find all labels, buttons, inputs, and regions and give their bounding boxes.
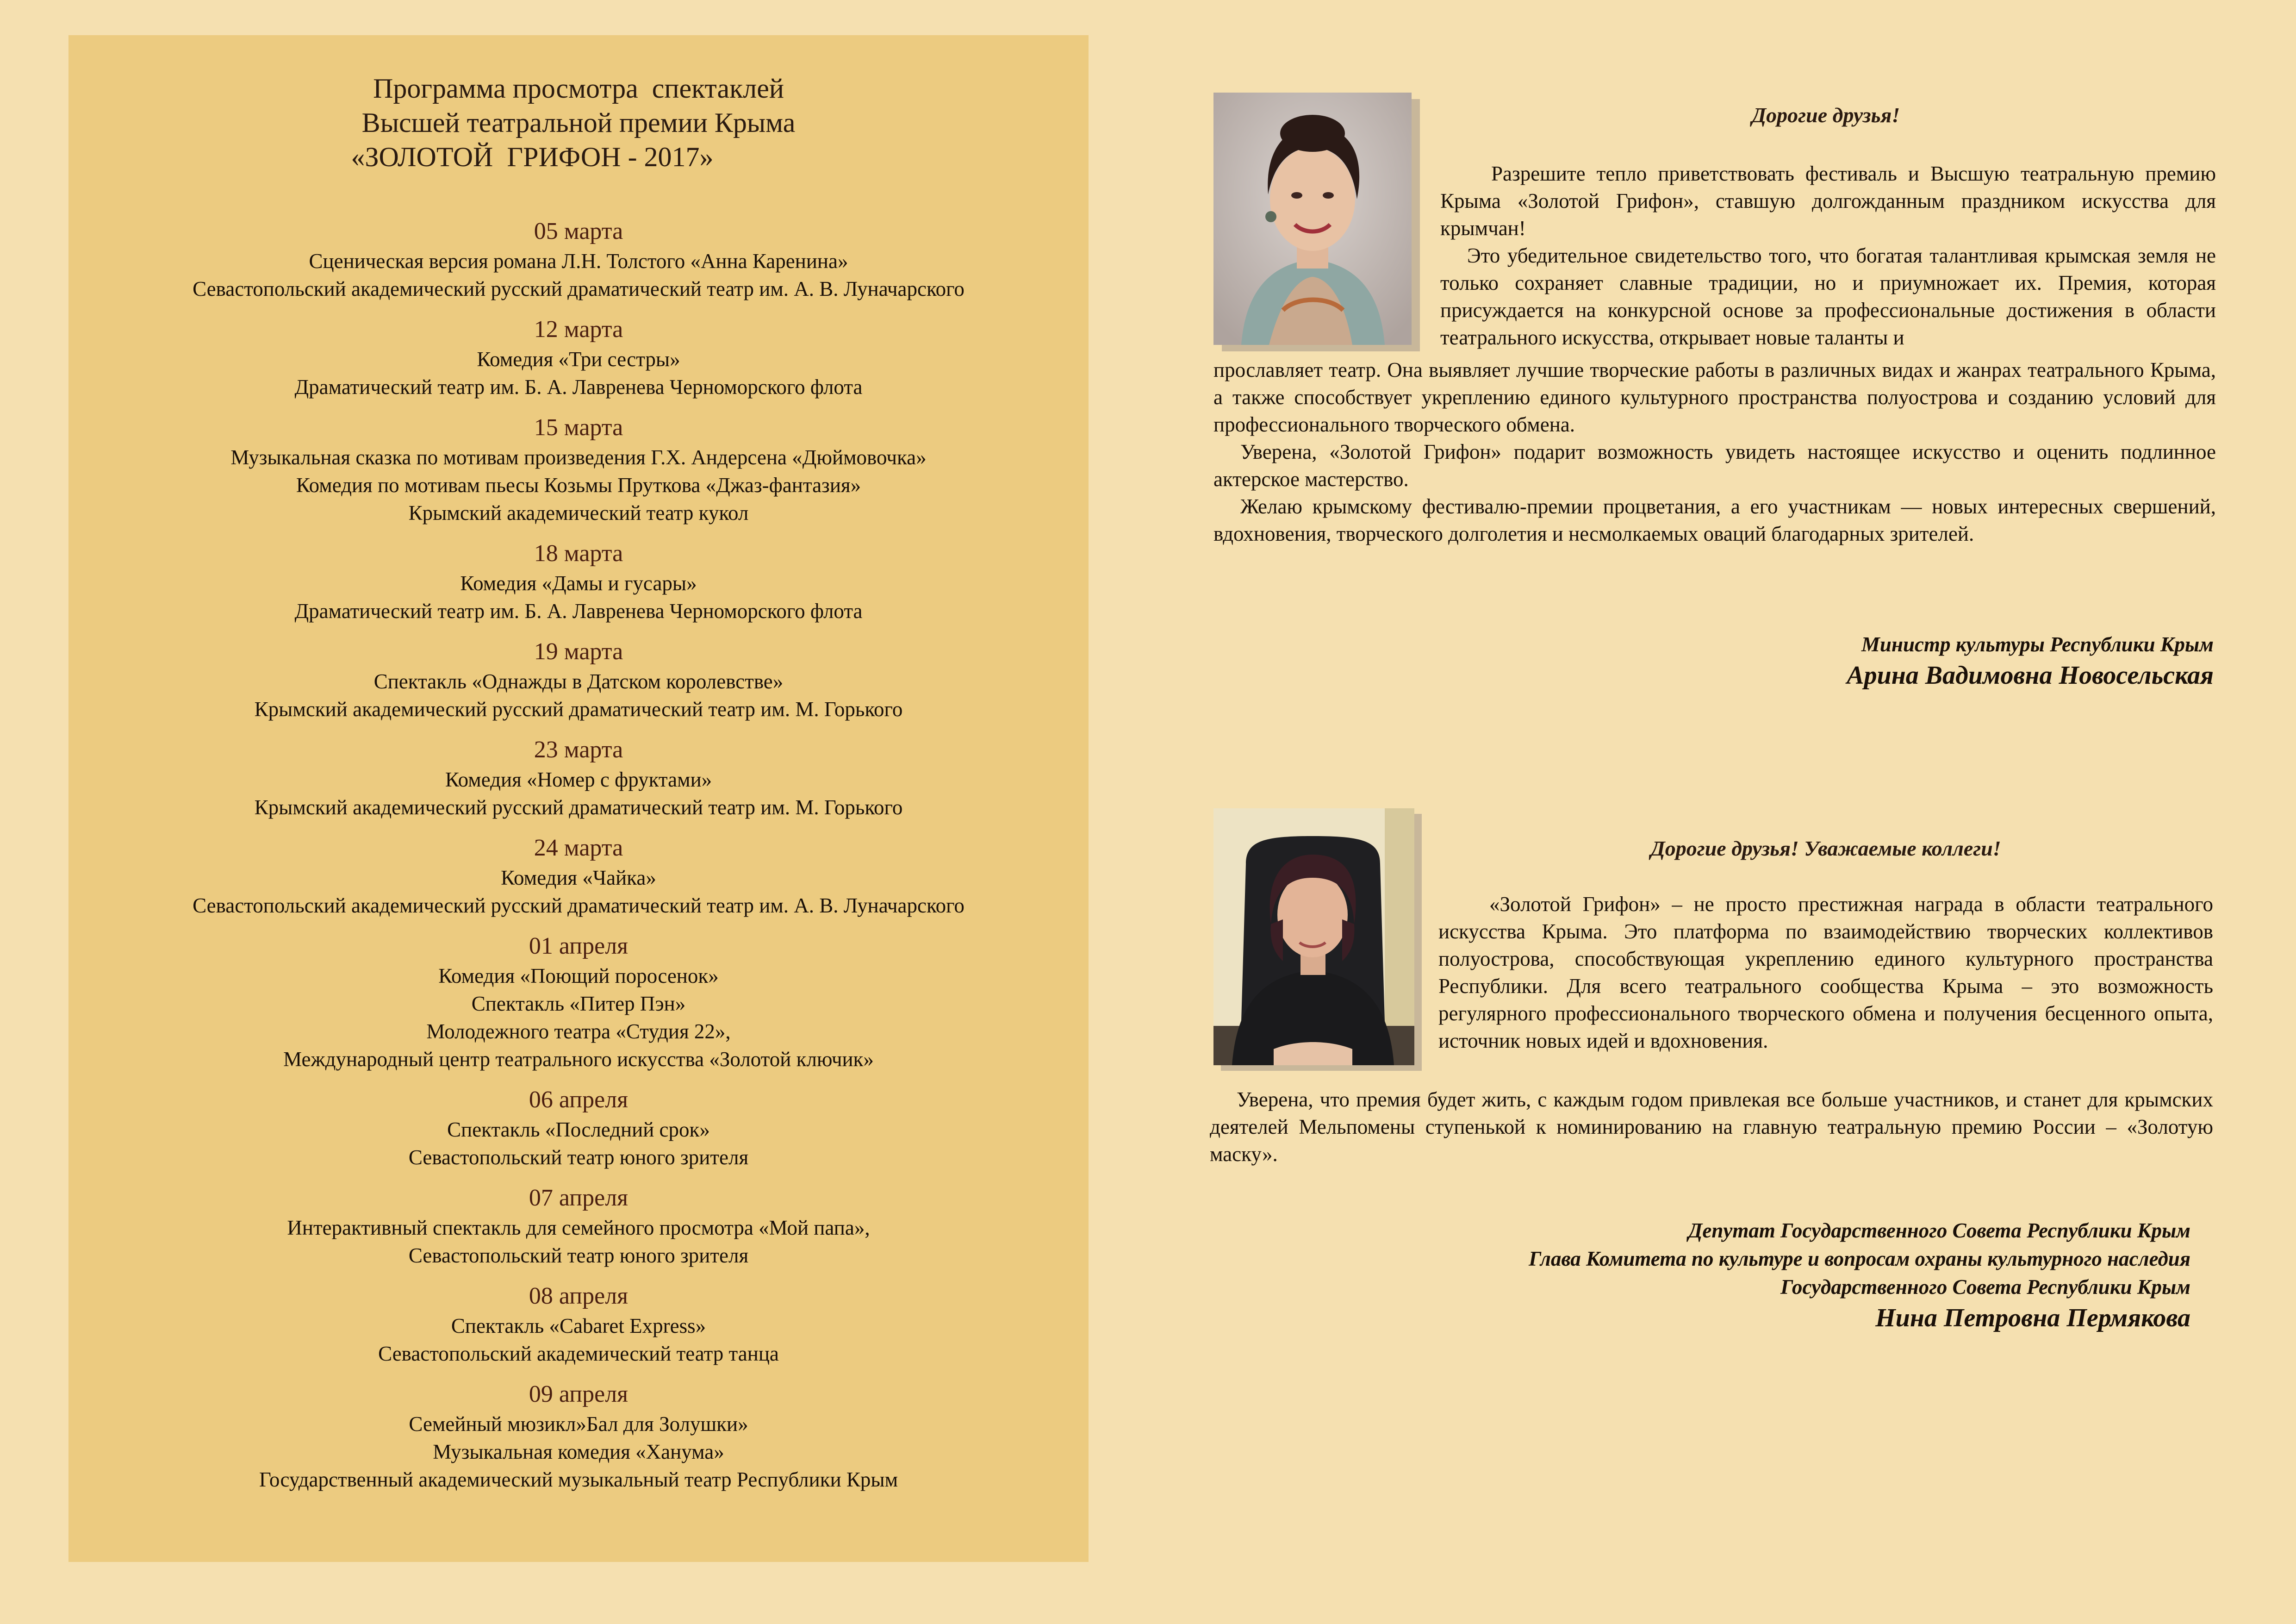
event-line: Музыкальная комедия «Ханума» (433, 1440, 724, 1463)
event-line: Комедия «Три сестры» (477, 348, 680, 371)
event-date: 23 марта (534, 737, 623, 763)
event-date: 07 апреля (529, 1185, 628, 1211)
program-event (68, 314, 1089, 401)
event-date: 05 марта (534, 218, 623, 244)
event-date: 06 апреля (529, 1087, 628, 1113)
letter1-signature-name: Арина Вадимовна Новосельская (1847, 661, 2214, 690)
portrait-deputy-image (1213, 808, 1414, 1065)
event-line: Спектакль «Cabaret Express» (451, 1314, 706, 1337)
event-line: Севастопольский академический театр танца (378, 1342, 779, 1365)
event-line: Крымский академический русский драматический театр им. М. Горького (254, 698, 903, 721)
letter1-paragraph-1: Разрешите тепло приветствовать фестиваль и Высшую театральную премию Крыма «Золотой Грифон», ставшую долгожданным праздником искусства для крымчан! (1440, 162, 2216, 240)
event-date: 24 марта (534, 835, 623, 861)
event-date: 15 марта (534, 414, 623, 441)
program-event (68, 1084, 1089, 1171)
program-event (68, 931, 1089, 1073)
program-panel (68, 35, 1089, 1562)
program-event (68, 636, 1089, 723)
event-line: Севастопольский академический русский драматический театр им. А. В. Луначарского (193, 277, 964, 300)
program-events (68, 216, 1089, 1505)
event-line: Спектакль «Последний срок» (447, 1118, 710, 1141)
event-line: Комедия «Дамы и гусары» (460, 572, 697, 595)
letter1-paragraph-4: Желаю крымскому фестивалю-премии процветания, а его участникам — новых интересных свершений, вдохновения, творческого долголетия и несмолкаемых оваций благодарных зрителей. (1213, 495, 2216, 545)
event-date: 01 апреля (529, 933, 628, 959)
program-title-line-1: Программа просмотра спектаклей (373, 73, 784, 104)
letter1-paragraph-2a: Это убедительное свидетельство того, что богатая талантливая крымская земля не только сохраняет славные традиции, но и приумножает их. Премия, которая присуждается на конкурсной основе за профессиональные достижения в области театрального искусства, открывает новые таланты и (1440, 244, 2216, 349)
event-line: Крымский академический театр кукол (408, 501, 749, 525)
program-event (68, 1280, 1089, 1368)
event-line: Комедия «Поющий поросенок» (438, 964, 719, 987)
letter2-signature-name: Нина Петровна Пермякова (1875, 1304, 2190, 1332)
event-line: Молодежного театра «Студия 22», (426, 1020, 731, 1043)
letter1-signature (1288, 631, 2214, 692)
letter2-signature-role-2: Глава Комитета по культуре и вопросам охраны культурного наследия (1529, 1247, 2190, 1270)
event-line: Сценическая версия романа Л.Н. Толстого «Анна Каренина» (309, 250, 848, 273)
event-line: Музыкальная сказка по мотивам произведения Г.Х. Андерсена «Дюймовочка» (230, 446, 927, 469)
event-line: Севастопольский академический русский драматический театр им. А. В. Луначарского (193, 894, 964, 917)
program-event (68, 734, 1089, 821)
program-title-line-2: Высшей театральной премии Крыма (361, 107, 796, 138)
letter1-signature-role: Министр культуры Республики Крым (1861, 633, 2214, 656)
event-date: 12 марта (534, 316, 623, 343)
program-event (68, 1182, 1089, 1269)
event-line: Интерактивный спектакль для семейного просмотра «Мой папа», (287, 1216, 870, 1239)
letter2-greeting: Дорогие друзья! Уважаемые коллеги! (1650, 837, 2001, 860)
letter2-paragraph-1: «Золотой Грифон» – не просто престижная награда в области театрального искусства Крыма. Это платформа по взаимодействию творческих коллективов полуострова, способствующая укреплению единого культурного пространства Республики. Для всего театрального сообщества Крыма – это возможность регулярного профессионального творческого обмена и получения бесценного опыта, источник новых идей и вдохновения. (1438, 893, 2213, 1052)
event-line: Комедия «Чайка» (501, 866, 656, 889)
letter1-bottom-text (1213, 356, 2216, 548)
event-line: Драматический театр им. Б. А. Лавренева Черноморского флота (294, 375, 863, 399)
portrait-photo-minister (1213, 93, 1412, 345)
letter2-paragraph-2: Уверена, что премия будет жить, с каждым годом привлекая все больше участников, и станет для крымских деятелей Мельпомены ступенькой к номинированию на главную театральную премию России – «Золотую маску». (1210, 1088, 2213, 1166)
program-event (68, 1379, 1089, 1493)
program-event (68, 832, 1089, 919)
letter2-signature-role-1: Депутат Государственного Совета Республики Крым (1688, 1219, 2190, 1242)
event-line: Спектакль «Питер Пэн» (471, 992, 686, 1015)
event-date: 08 апреля (529, 1283, 628, 1309)
event-line: Спектакль «Однажды в Датском королевстве» (373, 670, 784, 693)
letter2-signature-role-3: Государственного Совета Республики Крым (1780, 1275, 2190, 1299)
program-event (68, 216, 1089, 303)
program-title-line-3: «ЗОЛОТОЙ ГРИФОН - 2017» (351, 142, 714, 172)
program-event (68, 538, 1089, 625)
letter1-top-text (1440, 160, 2216, 351)
event-line: Международный центр театрального искусства «Золотой ключик» (283, 1048, 874, 1071)
event-date: 18 марта (534, 540, 623, 567)
letter1-greeting: Дорогие друзья! (1751, 103, 1900, 127)
letter1-paragraph-2b: прославляет театр. Она выявляет лучшие творческие работы в различных видах и жанрах театрального Крыма, а также способствует укреплению единого культурного пространства полуострова и созданию условий для профессионального творческого обмена. (1213, 358, 2216, 436)
letter2-bottom-text (1210, 1086, 2213, 1168)
event-line: Комедия по мотивам пьесы Козьмы Пруткова «Джаз-фантазия» (296, 474, 861, 497)
event-line: Государственный академический музыкальный театр Республики Крым (259, 1468, 898, 1491)
program-event (68, 412, 1089, 527)
event-line: Крымский академический русский драматический театр им. М. Горького (254, 796, 903, 819)
event-line: Драматический театр им. Б. А. Лавренева Черноморского флота (294, 600, 863, 623)
event-line: Комедия «Номер с фруктами» (445, 768, 712, 791)
event-date: 19 марта (534, 638, 623, 665)
program-title (68, 71, 1089, 174)
event-date: 09 апреля (529, 1381, 628, 1407)
portrait-photo-deputy (1213, 808, 1414, 1065)
letter2-top-text (1438, 891, 2213, 1055)
portrait-minister-image (1213, 93, 1412, 345)
event-line: Севастопольский театр юного зрителя (408, 1244, 749, 1267)
event-line: Севастопольский театр юного зрителя (408, 1146, 749, 1169)
letter2-signature (1172, 1217, 2190, 1335)
event-line: Семейный мюзикл»Бал для Золушки» (409, 1412, 748, 1436)
letter1-paragraph-3: Уверена, «Золотой Грифон» подарит возможность увидеть настоящее искусство и оценить подлинное актерское мастерство. (1213, 440, 2216, 491)
